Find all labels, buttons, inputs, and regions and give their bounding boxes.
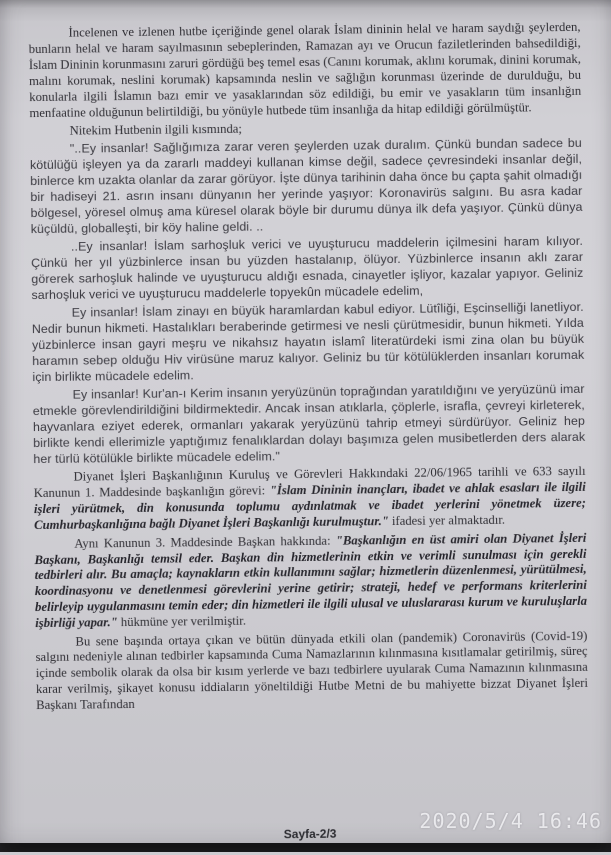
paragraph-hutbe-intoxicants — [31, 234, 584, 304]
paragraph-hutbe-zina — [32, 300, 585, 386]
text-run: hükmüne yer verilmiştir. — [117, 613, 247, 630]
paragraph-hutbe-environment — [33, 382, 586, 468]
text-run: Nitekim Hutbenin ilgili kısmında; — [69, 121, 243, 138]
document-text — [28, 20, 588, 717]
paragraph-intro — [28, 20, 581, 122]
text-run: Diyanet İşleri Başkanlığının Kuruluş ve Görevleri Hakkındaki 22/06/1965 tarihli ve 633 sayılı Kanunun 1. Maddesinde başkanlığın görevi: — [33, 464, 586, 501]
text-run: İncelenen ve izlenen hutbe içeriğinde genel olarak İslam dininin helal ve haram saydığı şeylerden, bunların helal ve haram sayılmasının sebeplerinden, Ramazan ayı ve Orucun faziletlerinden bahsedildiği, İslam Dininin korunmasını zaruri gördüğü beş temel esas (Canını korumak, aklını korumak, dinini korumak, malını korumak, neslini korumak) kapsamında neslin ve sağlığın korunması üzerinde de durulduğu, bu konularla ilgili İslamın bazı emir ve yasaklarından söz edildiği, bu emir ve yasakların tüm insanlığın menfaatine olduğunun belirtildiği, bu yönüyle hutbede tüm insanlığa da hitap edildiği görülmüştür. — [28, 19, 582, 120]
paragraph-law-article1 — [33, 464, 586, 534]
text-run: ifadesi yer almaktadır. — [388, 512, 506, 529]
paragraph-hutbe-health — [30, 136, 583, 238]
text-run: Ey insanlar! Kur'an-ı Kerim insanın yeryüzünün toprağından yaratıldığını ve yeryüzünü imar etmekle görevlendirildiğini bildirmektedir. Ancak insan atıklarla, çöplerle, israfla, çevreyi kirleterek, hayvanlara eziyet ederek, ormanları yakarak yeryüzünü tahrip etmeyi sürdürüyor. Geliniz hep birlikte kendi ellerimizle yaptığımız fenalıklardan dolayı başımıza gelen musibetlerden ders alarak her türlü kötülükle birlikte mücadele edelim." — [32, 382, 586, 467]
text-run: "..Ey insanlar! Sağlığımıza zarar veren şeylerden uzak duralım. Çünkü bundan sadece bu kötülüğü işleyen ya da zararlı maddeyi kullanan kimse değil, sadece çevresindeki insanlar değil, binlerce km uzakta olanlar da zarar görüyor. İşte dünya tarihinin daha önce bu çapta şahit olmadığı bir hadiseyi 21. asrın insanı dünyanın her yerinde yaşıyor: Koronavirüs salgını. Bu asra kadar bölgesel, yöresel olmuş ama küresel olarak böyle bir durumu dünya ilk defa yaşıyor. Çünkü dünya küçüldü, globalleşti, bir köy haline geldi. .. — [29, 136, 583, 236]
photo-bottom-edge — [0, 843, 611, 852]
text-run: Aynı Kanunun 3. Maddesinde Başkan hakkında: — [74, 533, 336, 551]
text-run: Ey insanlar! İslam zinayı en büyük haramlardan kabul ediyor. Lütîliği, Eşcinselliği lanetliyor. Nedir bunun hikmeti. Hastalıkları beraberinde getirmesi ve nesli çürütmesidir, bunun hikmeti. Yılda yüzbinlerce insan gayri meşru ve nikahsız hayatın islamî literatürdeki ismi zina olan bu büyük haramın sebep olduğu Hiv virüsüne maruz kalıyor. Geliniz bu tür kötülüklerden insanları korumak için birlikte mücadele edelim. — [31, 300, 585, 385]
paragraph-law-article3 — [34, 530, 587, 632]
paragraph-covid — [35, 628, 588, 714]
camera-timestamp-watermark: 2020/5/4 16:46 — [419, 809, 602, 833]
law-quote-run: "İslam Dininin inançları, ibadet ve ahlak esasları ile ilgili işleri yürütmek, din konusunda toplumu aydınlatmak ve ibadet yerlerini yönetmek üzere; Cumhurbaşkanlığına bağlı Diyanet İşleri Başkanlığı kurulmuştur." — [33, 480, 586, 533]
text-run: ..Ey insanlar! İslam sarhoşluk verici ve uyuşturucu maddelerin içilmesini haram kılıyor. Çünkü her yıl yüzbinlerce insan bu yüzden hastalanıp, ölüyor. Yüzbinlerce insanın aklı zarar görerek sarhoşluk halinde ve uyuşturucu aldığı esnada, cinayetler işliyor, kazalar yapıyor. Geliniz sarhoşluk verici ve uyuşturucu maddelerle topyekûn mücadele edelim, — [31, 234, 584, 303]
page-number: Sayfa-2/3 — [283, 826, 337, 842]
text-run: Bu sene başında ortaya çıkan ve bütün dünyada etkili olan (pandemik) Coronavirüs (Covid-19) salgını nedeniyle alınan tedbirler kapsamında Cuma Namazlarının kılınmasına kısıtlamalar getirilmiş, süreç içinde sembolik olarak da olsa bir kısım yerlerde ve bazı tedbirlere uyularak Cuma Namazının kılınmasına karar verilmiş, şikayet konusu iddiaların yöneltildiği Hutbe Metni de bu mahiyette bizzat Diyanet İşleri Başkanı Tarafından — [35, 628, 589, 713]
law-quote-run: "Başkanlığın en üst amiri olan Diyanet İşleri Başkanı, Başkanlığı temsil eder. Başkan din hizmetlerinin etkin ve verimli sunulması için gerekli tedbirleri alır. Bu amaçla; kaynakların etkin kullanımını sağlar; hizmetlerin düzenlenmesi, yürütülmesi, koordinasyonu ve denetlenmesi görevlerini yerine getirir; strateji, hedef ve performans kriterlerini belirleyip uygulanmasını temin eder; din hizmetleri ile ilgili ulusal ve uluslararası kurum ve kuruluşlarla işbirliği yapar." — [34, 530, 588, 631]
